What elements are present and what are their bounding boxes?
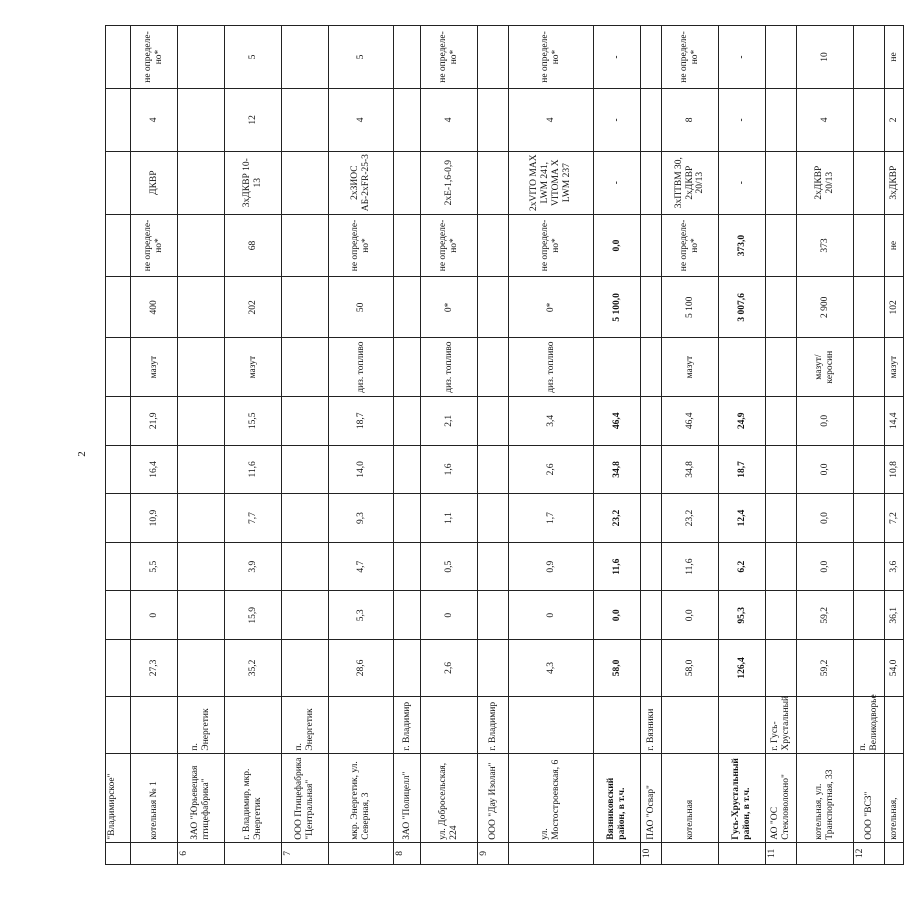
cell-v6: 0,0 [797, 396, 854, 445]
cell-name: ул. Мостостроевская, 6 [509, 753, 594, 842]
cell-fuel: мазут [885, 338, 904, 397]
table-row [719, 26, 766, 865]
cell-loc [662, 696, 719, 753]
cell-v3 [394, 542, 421, 591]
cell-boiler: - [719, 151, 766, 214]
cell-count [106, 88, 131, 151]
cell-num: 7 [282, 842, 329, 864]
cell-v1 [641, 640, 662, 697]
cell-last [106, 26, 131, 89]
cell-fuel: диз. топливо [509, 338, 594, 397]
cell-v6: 15,5 [225, 396, 282, 445]
cell-last: 5 [329, 26, 394, 89]
cell-v8 [854, 214, 885, 277]
cell-v4 [766, 494, 797, 543]
cell-v1: 126,4 [719, 640, 766, 697]
cell-v6 [478, 396, 509, 445]
cell-num [594, 842, 641, 864]
cell-v6: 24,9 [719, 396, 766, 445]
cell-fuel [394, 338, 421, 397]
cell-name: ООО "Дау Изолан" [478, 753, 509, 842]
cell-count: 4 [421, 88, 478, 151]
cell-v1: 28,6 [329, 640, 394, 697]
cell-num [329, 842, 394, 864]
cell-v8 [178, 214, 225, 277]
cell-loc [719, 696, 766, 753]
cell-v4: 23,2 [594, 494, 641, 543]
cell-loc: п. Великодворье [854, 696, 885, 753]
cell-boiler: 2хДКВР 20/13 [797, 151, 854, 214]
cell-v6 [282, 396, 329, 445]
cell-last [178, 26, 225, 89]
table-row [225, 26, 282, 865]
cell-v3 [106, 542, 131, 591]
page-number: 2 [76, 451, 88, 457]
cell-num [885, 842, 904, 864]
cell-fuel [178, 338, 225, 397]
cell-v8 [641, 214, 662, 277]
cell-v5: 16,4 [131, 445, 178, 494]
cell-v6 [178, 396, 225, 445]
cell-v6: 18,7 [329, 396, 394, 445]
cell-v4: 9,3 [329, 494, 394, 543]
table-row [178, 26, 225, 865]
cell-v8 [106, 214, 131, 277]
cell-v7: 5 100,0 [594, 277, 641, 338]
cell-v2 [854, 591, 885, 640]
cell-v3: 0,0 [797, 542, 854, 591]
cell-v2: 36,1 [885, 591, 904, 640]
cell-count [766, 88, 797, 151]
cell-name: Вязниковский район, в т.ч. [594, 753, 641, 842]
cell-count: 4 [329, 88, 394, 151]
cell-v5: 1,6 [421, 445, 478, 494]
cell-num [421, 842, 478, 864]
cell-v8: 373,0 [719, 214, 766, 277]
cell-last: не определе-но* [131, 26, 178, 89]
cell-v1: 4,3 [509, 640, 594, 697]
cell-v7: 102 [885, 277, 904, 338]
cell-v5: 2,6 [509, 445, 594, 494]
cell-v4 [641, 494, 662, 543]
table-row [854, 26, 885, 865]
cell-v5 [766, 445, 797, 494]
cell-name: котельная, ул. Транспортная, 33 [797, 753, 854, 842]
cell-v8: не определе-но* [509, 214, 594, 277]
cell-name: "Владимирское" [106, 753, 131, 842]
cell-v1 [282, 640, 329, 697]
cell-v1: 27,3 [131, 640, 178, 697]
table-row [885, 26, 904, 865]
table-row [106, 26, 131, 865]
cell-v3: 11,6 [662, 542, 719, 591]
cell-boiler: - [594, 151, 641, 214]
cell-num [225, 842, 282, 864]
cell-v2: 59,2 [797, 591, 854, 640]
cell-count: - [594, 88, 641, 151]
cell-v6 [394, 396, 421, 445]
cell-v8: не определе-но* [662, 214, 719, 277]
cell-v4 [282, 494, 329, 543]
cell-v6 [854, 396, 885, 445]
cell-boiler [478, 151, 509, 214]
rotated-table-wrapper [105, 25, 899, 865]
cell-boiler [766, 151, 797, 214]
cell-name: котельная [662, 753, 719, 842]
cell-v2 [766, 591, 797, 640]
cell-v8 [478, 214, 509, 277]
cell-name: ПАО "Освар" [641, 753, 662, 842]
cell-name: г. Владимир, мкр. Энергетик [225, 753, 282, 842]
cell-boiler [282, 151, 329, 214]
cell-v2 [282, 591, 329, 640]
cell-count: 4 [509, 88, 594, 151]
cell-count [478, 88, 509, 151]
table-row [766, 26, 797, 865]
cell-last: не определе-но* [662, 26, 719, 89]
table-row [797, 26, 854, 865]
cell-v5: 34,8 [662, 445, 719, 494]
cell-v5 [854, 445, 885, 494]
cell-name: мкр. Энергетик, ул. Северная, 3 [329, 753, 394, 842]
cell-v7: 400 [131, 277, 178, 338]
cell-v2 [178, 591, 225, 640]
cell-fuel: мазут/ керосин [797, 338, 854, 397]
cell-v3: 11,6 [594, 542, 641, 591]
cell-v8: не определе-но* [131, 214, 178, 277]
cell-fuel [766, 338, 797, 397]
cell-v7: 2 900 [797, 277, 854, 338]
cell-v4 [478, 494, 509, 543]
table-row [421, 26, 478, 865]
cell-v2 [641, 591, 662, 640]
cell-v3: 0,9 [509, 542, 594, 591]
cell-fuel [854, 338, 885, 397]
table-body [106, 26, 904, 865]
cell-v2: 0 [131, 591, 178, 640]
cell-v1: 2,6 [421, 640, 478, 697]
cell-v5 [282, 445, 329, 494]
table-row [641, 26, 662, 865]
cell-count: 2 [885, 88, 904, 151]
cell-v4: 23,2 [662, 494, 719, 543]
cell-last [282, 26, 329, 89]
cell-count [282, 88, 329, 151]
cell-v1 [178, 640, 225, 697]
cell-name: котельная, [885, 753, 904, 842]
cell-count: - [719, 88, 766, 151]
cell-boiler: 3хДКВР [885, 151, 904, 214]
cell-boiler [641, 151, 662, 214]
cell-count [641, 88, 662, 151]
cell-boiler: 2хЕ-1,6-0,9 [421, 151, 478, 214]
cell-count: 4 [131, 88, 178, 151]
cell-name: ООО "ВСЗ" [854, 753, 885, 842]
cell-v4 [178, 494, 225, 543]
cell-name: ООО Птицефабрика "Центральная" [282, 753, 329, 842]
cell-v7 [854, 277, 885, 338]
cell-v6: 46,4 [594, 396, 641, 445]
cell-last: 5 [225, 26, 282, 89]
cell-v2 [106, 591, 131, 640]
cell-v6 [106, 396, 131, 445]
cell-v2: 15,9 [225, 591, 282, 640]
cell-v5: 14,0 [329, 445, 394, 494]
cell-v7 [178, 277, 225, 338]
cell-v5: 10,8 [885, 445, 904, 494]
cell-loc [131, 696, 178, 753]
cell-fuel: мазут [225, 338, 282, 397]
cell-count [178, 88, 225, 151]
cell-num [797, 842, 854, 864]
cell-v8 [766, 214, 797, 277]
cell-v6: 21,9 [131, 396, 178, 445]
cell-num [106, 842, 131, 864]
cell-fuel [106, 338, 131, 397]
cell-v4: 7,2 [885, 494, 904, 543]
table-row [131, 26, 178, 865]
cell-v5 [394, 445, 421, 494]
cell-v4: 12,4 [719, 494, 766, 543]
cell-v5: 34,8 [594, 445, 641, 494]
cell-boiler: ДКВР [131, 151, 178, 214]
cell-loc [106, 696, 131, 753]
cell-count: 12 [225, 88, 282, 151]
cell-v8: 0,0 [594, 214, 641, 277]
cell-loc: п. Энергетик [282, 696, 329, 753]
cell-loc: г. Владимир [394, 696, 421, 753]
cell-v3 [478, 542, 509, 591]
cell-v3: 5,5 [131, 542, 178, 591]
cell-v7: 0* [509, 277, 594, 338]
cell-v2: 0 [421, 591, 478, 640]
cell-v4: 7,7 [225, 494, 282, 543]
cell-v3 [178, 542, 225, 591]
cell-v2: 0,0 [594, 591, 641, 640]
cell-v1 [854, 640, 885, 697]
table-row [478, 26, 509, 865]
cell-last [854, 26, 885, 89]
cell-v6 [641, 396, 662, 445]
cell-loc: г. Вязники [641, 696, 662, 753]
cell-v8: 373 [797, 214, 854, 277]
cell-v7 [766, 277, 797, 338]
cell-num: 11 [766, 842, 797, 864]
cell-num: 8 [394, 842, 421, 864]
cell-v2: 5,3 [329, 591, 394, 640]
cell-count: 8 [662, 88, 719, 151]
cell-v1: 58,0 [594, 640, 641, 697]
cell-fuel: мазут [662, 338, 719, 397]
cell-v1 [766, 640, 797, 697]
cell-fuel: диз. топливо [421, 338, 478, 397]
cell-v2: 0,0 [662, 591, 719, 640]
cell-num [131, 842, 178, 864]
cell-loc: г. Владимир [478, 696, 509, 753]
cell-v5: 11,6 [225, 445, 282, 494]
cell-num: 6 [178, 842, 225, 864]
cell-v7 [282, 277, 329, 338]
cell-v8: не определе-но* [329, 214, 394, 277]
cell-v4: 1,1 [421, 494, 478, 543]
cell-last: - [594, 26, 641, 89]
cell-v8: не [885, 214, 904, 277]
cell-boiler [394, 151, 421, 214]
cell-v3 [641, 542, 662, 591]
cell-boiler [178, 151, 225, 214]
cell-name: АО "ОС Стекловолокно" [766, 753, 797, 842]
cell-num: 12 [854, 842, 885, 864]
cell-v4 [394, 494, 421, 543]
cell-v8: не определе-но* [421, 214, 478, 277]
cell-num: 9 [478, 842, 509, 864]
cell-v5 [178, 445, 225, 494]
cell-loc [225, 696, 282, 753]
cell-v1 [394, 640, 421, 697]
cell-last [641, 26, 662, 89]
cell-v7: 202 [225, 277, 282, 338]
cell-num [509, 842, 594, 864]
cell-v4: 1,7 [509, 494, 594, 543]
cell-v6 [766, 396, 797, 445]
cell-name: котельная № 1 [131, 753, 178, 842]
cell-fuel [594, 338, 641, 397]
cell-v7 [478, 277, 509, 338]
cell-last: 10 [797, 26, 854, 89]
cell-fuel [478, 338, 509, 397]
cell-v4 [854, 494, 885, 543]
table-row [282, 26, 329, 865]
cell-num: 10 [641, 842, 662, 864]
boiler-data-table [105, 25, 904, 865]
cell-v2 [394, 591, 421, 640]
table-row [394, 26, 421, 865]
cell-loc [421, 696, 478, 753]
cell-last: - [719, 26, 766, 89]
cell-fuel [719, 338, 766, 397]
cell-v3: 0,5 [421, 542, 478, 591]
cell-v7 [641, 277, 662, 338]
table-row [662, 26, 719, 865]
cell-name: ЗАО "Полицелл" [394, 753, 421, 842]
cell-v1: 54,0 [885, 640, 904, 697]
cell-v5: 18,7 [719, 445, 766, 494]
cell-fuel: мазут [131, 338, 178, 397]
cell-v7: 0* [421, 277, 478, 338]
cell-boiler: 3хДКВР 10-13 [225, 151, 282, 214]
cell-v6: 14,4 [885, 396, 904, 445]
cell-boiler: 2хVITO MAX LWM 241, VITOMA X LWM 237 [509, 151, 594, 214]
cell-last [478, 26, 509, 89]
cell-v3: 3,9 [225, 542, 282, 591]
cell-v3: 3,6 [885, 542, 904, 591]
cell-v8 [282, 214, 329, 277]
cell-loc [594, 696, 641, 753]
cell-loc [329, 696, 394, 753]
cell-v1 [478, 640, 509, 697]
table-row [594, 26, 641, 865]
cell-last: не определе-но* [509, 26, 594, 89]
cell-v5: 0,0 [797, 445, 854, 494]
cell-v4: 0,0 [797, 494, 854, 543]
cell-loc [797, 696, 854, 753]
cell-loc: г. Гусь-Хрустальный [766, 696, 797, 753]
table-row [329, 26, 394, 865]
cell-v3 [282, 542, 329, 591]
cell-v6: 46,4 [662, 396, 719, 445]
cell-v2: 0 [509, 591, 594, 640]
cell-v3: 4,7 [329, 542, 394, 591]
cell-v7 [394, 277, 421, 338]
cell-v6: 2,1 [421, 396, 478, 445]
cell-num [662, 842, 719, 864]
cell-fuel [282, 338, 329, 397]
cell-v4: 10,9 [131, 494, 178, 543]
cell-boiler: 3хПТВМ 30, 2хДКВР 20/13 [662, 151, 719, 214]
cell-loc: п. Энергетик [178, 696, 225, 753]
cell-v5 [106, 445, 131, 494]
cell-v5 [641, 445, 662, 494]
cell-v4 [106, 494, 131, 543]
cell-v2: 95,3 [719, 591, 766, 640]
cell-loc [885, 696, 904, 753]
cell-count: 4 [797, 88, 854, 151]
cell-v1 [106, 640, 131, 697]
cell-v6: 3,4 [509, 396, 594, 445]
cell-last: не определе-но* [421, 26, 478, 89]
cell-fuel: диз. топливо [329, 338, 394, 397]
cell-v7: 3 007,6 [719, 277, 766, 338]
cell-v3: 6,2 [719, 542, 766, 591]
cell-num [719, 842, 766, 864]
cell-boiler [106, 151, 131, 214]
cell-v7: 5 100 [662, 277, 719, 338]
cell-v1: 35,2 [225, 640, 282, 697]
cell-count [394, 88, 421, 151]
cell-v8: 68 [225, 214, 282, 277]
cell-fuel [641, 338, 662, 397]
cell-v2 [478, 591, 509, 640]
cell-name: ЗАО "Юрьевецкая птицефабрика" [178, 753, 225, 842]
cell-name: Гусь-Хрустальный район, в т.ч. [719, 753, 766, 842]
cell-v3 [854, 542, 885, 591]
cell-last: не [885, 26, 904, 89]
cell-v7: 50 [329, 277, 394, 338]
cell-loc [509, 696, 594, 753]
cell-v5 [478, 445, 509, 494]
cell-v1: 58,0 [662, 640, 719, 697]
cell-name: ул. Добросельская, 224 [421, 753, 478, 842]
cell-count [854, 88, 885, 151]
cell-boiler [854, 151, 885, 214]
cell-last [766, 26, 797, 89]
cell-last [394, 26, 421, 89]
cell-v1: 59,2 [797, 640, 854, 697]
cell-boiler: 2хЗИОС АБ-2хFR-25-3 [329, 151, 394, 214]
cell-v3 [766, 542, 797, 591]
cell-v7 [106, 277, 131, 338]
table-row [509, 26, 594, 865]
cell-v8 [394, 214, 421, 277]
